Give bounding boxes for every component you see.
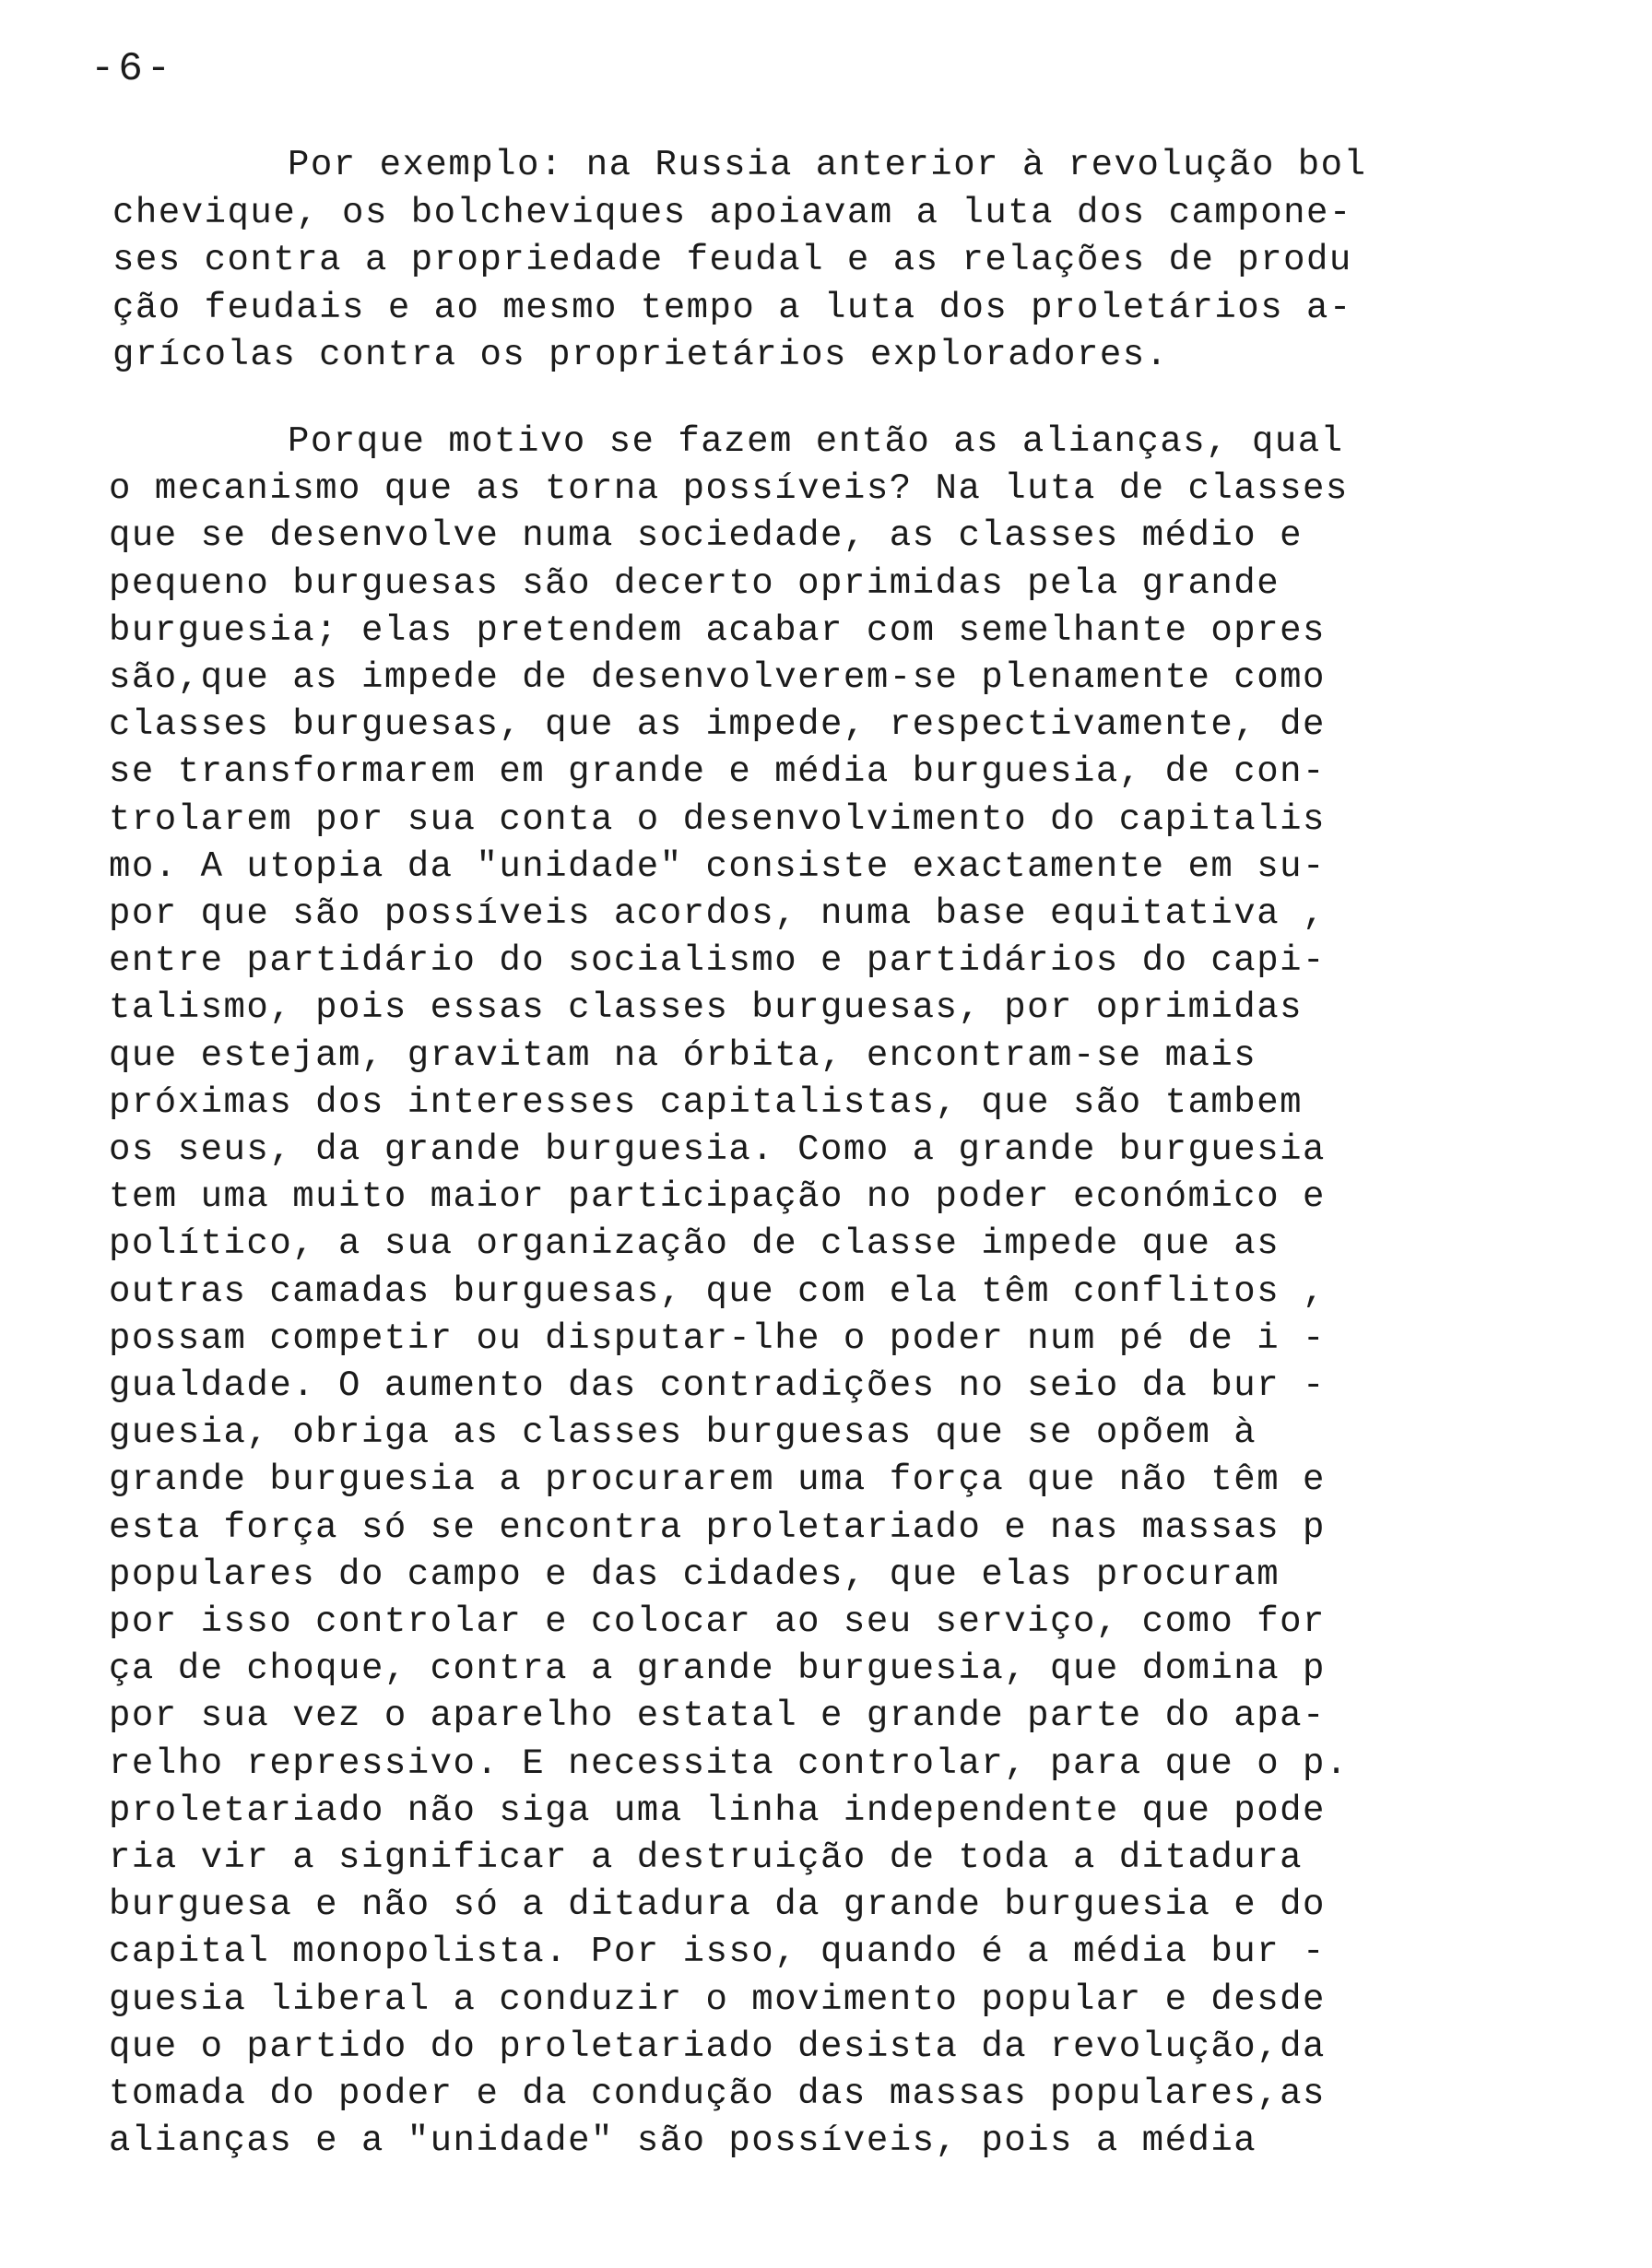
- text-line: guesia, obriga as classes burguesas que se opõem à: [109, 1412, 1257, 1453]
- text-line: proletariado não siga uma linha independente que pode: [109, 1790, 1326, 1831]
- text-line: se transformarem em grande e média burguesia, de con-: [109, 751, 1326, 792]
- text-line: entre partidário do socialismo e partidários do capi-: [109, 940, 1326, 981]
- text-line: tomada do poder e da condução das massas populares,as: [109, 2073, 1326, 2114]
- text-line: ses contra a propriedade feudal e as relações de produ: [112, 240, 1352, 280]
- text-line: Porque motivo se fazem então as alianças, qual: [288, 421, 1344, 462]
- text-line: gualdade. O aumento das contradições no seio da bur -: [109, 1365, 1326, 1406]
- text-line: que se desenvolve numa sociedade, as classes médio e: [109, 515, 1303, 556]
- text-line: ça de choque, contra a grande burguesia, que domina p: [109, 1648, 1326, 1689]
- text-line: o mecanismo que as torna possíveis? Na luta de classes: [109, 468, 1349, 509]
- text-line: por isso controlar e colocar ao seu serviço, como for: [109, 1601, 1326, 1642]
- text-line: relho repressivo. E necessita controlar, para que o p.: [109, 1743, 1349, 1784]
- text-line: pequeno burguesas são decerto oprimidas pela grande: [109, 563, 1280, 604]
- text-line: mo. A utopia da "unidade" consiste exactamente em su-: [109, 846, 1326, 887]
- text-line: grande burguesia a procurarem uma força que não têm e: [109, 1459, 1326, 1500]
- text-line: trolarem por sua conta o desenvolvimento do capitalis: [109, 799, 1326, 840]
- text-line: burguesia; elas pretendem acabar com semelhante opres: [109, 610, 1326, 651]
- text-line: alianças e a "unidade" são possíveis, pois a média: [109, 2120, 1257, 2161]
- text-line: próximas dos interesses capitalistas, que são tambem: [109, 1082, 1303, 1123]
- text-line: classes burguesas, que as impede, respectivamente, de: [109, 704, 1326, 745]
- text-line: guesia liberal a conduzir o movimento popular e desde: [109, 1979, 1326, 2020]
- text-line: capital monopolista. Por isso, quando é a média bur -: [109, 1931, 1326, 1972]
- text-line: outras camadas burguesas, que com ela têm conflitos ,: [109, 1271, 1326, 1312]
- text-line: são,que as impede de desenvolverem-se plenamente como: [109, 657, 1326, 698]
- text-line: os seus, da grande burguesia. Como a grande burguesia: [109, 1129, 1326, 1170]
- text-line: burguesa e não só a ditadura da grande burguesia e do: [109, 1884, 1326, 1925]
- text-line: que o partido do proletariado desista da revolução,da: [109, 2026, 1326, 2067]
- text-line: político, a sua organização de classe impede que as: [109, 1223, 1280, 1264]
- text-line: ria vir a significar a destruição de toda a ditadura: [109, 1837, 1303, 1878]
- text-line: esta força só se encontra proletariado e nas massas p: [109, 1507, 1326, 1548]
- text-line: grícolas contra os proprietários exploradores.: [112, 335, 1169, 375]
- page-number: -6-: [90, 46, 175, 92]
- text-line: por que são possíveis acordos, numa base equitativa ,: [109, 893, 1326, 934]
- text-line: populares do campo e das cidades, que elas procuram: [109, 1554, 1280, 1595]
- text-line: talismo, pois essas classes burguesas, por oprimidas: [109, 987, 1303, 1028]
- text-line: que estejam, gravitam na órbita, encontram-se mais: [109, 1035, 1257, 1076]
- text-line: tem uma muito maior participação no poder económico e: [109, 1176, 1326, 1217]
- text-line: por sua vez o aparelho estatal e grande parte do apa-: [109, 1695, 1326, 1736]
- text-line: chevique, os bolcheviques apoiavam a luta dos campone-: [112, 193, 1352, 233]
- text-line: Por exemplo: na Russia anterior à revolução bol: [288, 145, 1367, 185]
- text-line: ção feudais e ao mesmo tempo a luta dos proletários a-: [112, 288, 1352, 328]
- text-line: possam competir ou disputar-lhe o poder num pé de i -: [109, 1318, 1326, 1359]
